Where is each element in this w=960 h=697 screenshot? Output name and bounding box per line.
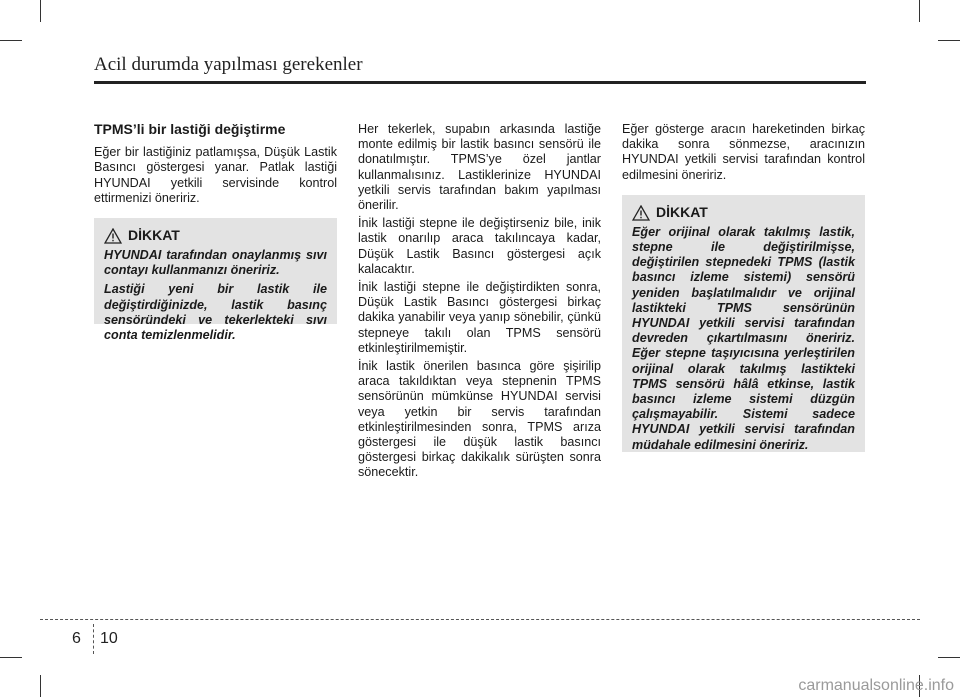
- body-paragraph: Eğer gösterge aracın hareketinden birkaç dakika sonra sönmezse, aracınızın HYUNDAI yetkili servisi tarafından kontrol edilmesini öneririz.: [622, 122, 865, 182]
- column-1: [94, 121, 337, 343]
- crop-mark: [0, 40, 22, 41]
- crop-mark: [938, 657, 960, 658]
- body-paragraph: Eğer bir lastiğiniz patlamışsa, Düşük Lastik Basıncı göstergesi yanar. Patlak lastiği HYUNDAI yetkili servisinde kontrol ettirmenizi öneririz.: [94, 145, 337, 205]
- caution-header: [632, 205, 855, 221]
- chapter-title: Acil durumda yapılması gerekenler: [94, 54, 363, 75]
- warning-icon: [104, 228, 122, 244]
- caution-box: [622, 195, 865, 452]
- caution-title: DİKKAT: [128, 227, 180, 244]
- column-3: [622, 122, 865, 452]
- caution-text: Eğer orijinal olarak takılmış lastik, stepne ile değiştirilmişse, değiştirilen stepnedeki TPMS (lastik basıncı izleme sistemi) sensörü yeniden başlatılmalıdır ve orijinal lastikteki TPMS sensörünün HYUNDAI yetkili servisi tarafından devreden çıkartılmasını öneririz. Eğer stepne taşıyıcısına yerleştirilen orijinal olarak takılmış lastikteki TPMS sensörü hâlâ etkinse, lastik basıncı izleme sistemi düzgün çalışmayabilir. Sistemi sadece HYUNDAI yetkili servisi tarafından müdahale edilmesini öneririz.: [632, 224, 855, 452]
- section-number: 6: [72, 630, 81, 647]
- page-number-divider: [93, 624, 94, 654]
- crop-mark: [919, 0, 920, 22]
- footer-rule: [40, 619, 920, 620]
- crop-mark: [40, 675, 41, 697]
- caution-text: HYUNDAI tarafından onaylanmış sıvı contayı kullanmanızı öneririz.: [104, 248, 327, 278]
- caution-title: DİKKAT: [656, 204, 708, 221]
- body-paragraph: Her tekerlek, supabın arkasında lastiğe monte edilmiş bir lastik basıncı sensörü ile donatılmıştır. TPMS’ye özel jantlar kullanmalısınız. Lastiklerinize HYUNDAI yetkili servis tarafından bakım yapılması önerilir.: [358, 122, 601, 213]
- warning-icon: [632, 205, 650, 221]
- page-number: 10: [100, 630, 118, 647]
- crop-mark: [40, 0, 41, 22]
- header-rule: [94, 81, 866, 84]
- caution-header: [104, 228, 327, 244]
- caution-box: [94, 218, 337, 343]
- crop-mark: [938, 40, 960, 41]
- body-paragraph: İnik lastiği stepne ile değiştirdikten sonra, Düşük Lastik Basıncı göstergesi birkaç dakika yanabilir veya yanıp sönebilir, çünkü stepneye takılı olan TPMS sensörü etkinleştirilmemiştir.: [358, 280, 601, 355]
- body-paragraph: İnik lastiği stepne ile değiştirseniz bile, inik lastik onarılıp araca takılıncaya kadar, Düşük Lastik Basıncı göstergesi açık kalacaktır.: [358, 216, 601, 276]
- crop-mark: [0, 657, 22, 658]
- watermark: carmanualsonline.info: [798, 677, 954, 694]
- caution-text: Lastiği yeni bir lastik ile değiştirdiğinizde, lastik basınç sensöründeki ve tekerlekteki sıvı conta temizlenmelidir.: [104, 282, 327, 343]
- section-heading: TPMS’li bir lastiği değiştirme: [94, 121, 286, 137]
- body-paragraph: İnik lastik önerilen basınca göre şişirilip araca takıldıktan veya stepnenin TPMS sensörünün mümkünse HYUNDAI servisi veya yetkin bir servis tarafından etkinleştirilmesinden sonra, TPMS arıza göstergesi ile düşük lastik basıncı göstergesi birkaç dakikalık sürüşten sonra sönecektir.: [358, 359, 601, 480]
- column-2: [358, 122, 601, 484]
